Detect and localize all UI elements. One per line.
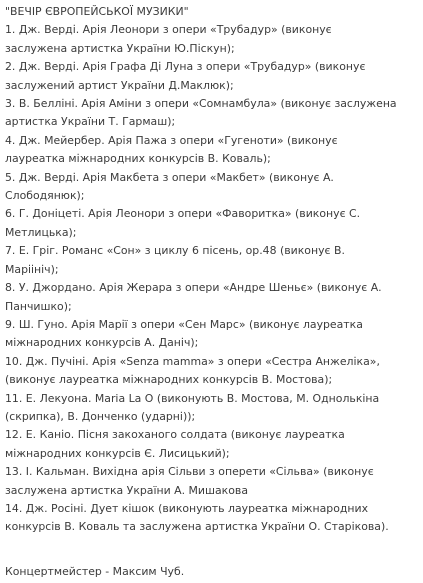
program-line: 10. Дж. Пучіні. Арія «Senza mamma» з опери «Сестра Анжеліка», xyxy=(5,354,380,368)
program-line: Метлицька); xyxy=(5,225,77,239)
program-line: 12. Е. Каніо. Пісня закоханого солдата (виконує лауреатка xyxy=(5,428,345,442)
program-line: 11. Е. Лекуона. Maria La O (виконують В. Мостова, М. Однолькіна xyxy=(5,391,380,405)
program-line: міжнародних конкурсів Є. Лисицький); xyxy=(5,446,230,460)
program-line: заслужений артист України Д.Маклюк); xyxy=(5,78,234,92)
program-line: артистка України Т. Гармаш); xyxy=(5,115,176,129)
program-line: 8. У. Джордано. Арія Жерара з опери «Андре Шеньє» (виконує А. xyxy=(5,281,382,295)
program-line: 1. Дж. Верді. Арія Леонори з опери «Трубадур» (виконує xyxy=(5,23,332,37)
program-line: 3. В. Белліні. Арія Аміни з опери «Сомнамбула» (виконує заслужена xyxy=(5,97,397,111)
program-title: "ВЕЧІР ЄВРОПЕЙСЬКОЇ МУЗИКИ" xyxy=(5,5,189,18)
accompanist-credit: Концертмейстер - Максим Чуб. xyxy=(5,565,185,578)
program-line: конкурсів В. Коваль та заслужена артистка України О. Старікова). xyxy=(5,520,389,534)
program-line: 2. Дж. Верді. Арія Графа Ді Луна з опери «Трубадур» (виконує xyxy=(5,60,366,74)
program-line: заслужена артистка України Ю.Піскун); xyxy=(5,41,235,55)
program-line: міжнародних конкурсів А. Даніч); xyxy=(5,336,199,350)
program-line: Маріініч); xyxy=(5,262,59,276)
program-line: (скрипка), В. Донченко (ударні)); xyxy=(5,409,196,423)
program-line: Слободянюк); xyxy=(5,189,85,203)
program-line: (виконує лауреатка міжнародних конкурсів В. Мостова); xyxy=(5,373,333,387)
program-line: 9. Ш. Гуно. Арія Марії з опери «Сен Марс» (виконує лауреатка xyxy=(5,317,363,331)
program-line: заслужена артистка України А. Мишакова xyxy=(5,483,248,497)
program-line: 13. І. Кальман. Вихідна арія Сільви з оперети «Сільва» (виконує xyxy=(5,465,374,479)
concert-program-post xyxy=(5,3,417,537)
program-line: 6. Г. Доніцеті. Арія Леонори з опери «Фаворитка» (виконує С. xyxy=(5,207,361,221)
program-line: 4. Дж. Мейербер. Арія Пажа з опери «Гугеноти» (виконує xyxy=(5,133,338,147)
program-line: 5. Дж. Верді. Арія Макбета з опери «Макбет» (виконує А. xyxy=(5,170,334,184)
program-line: 7. Е. Гріг. Романс «Сон» з циклу 6 пісень, ор.48 (виконує В. xyxy=(5,244,345,258)
program-line: лауреатка міжнародних конкурсів В. Коваль); xyxy=(5,152,271,166)
program-line: 14. Дж. Росіні. Дует кішок (виконують лауреатка міжнародних xyxy=(5,501,369,515)
program-line: Панчишко); xyxy=(5,299,72,313)
